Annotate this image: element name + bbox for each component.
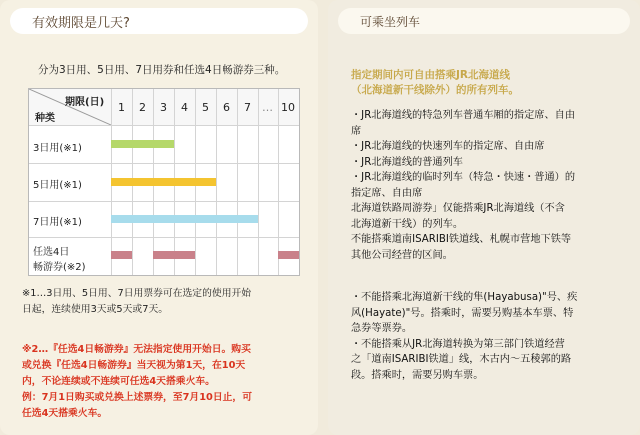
day-header-10: 10 [281,101,295,114]
day-header-3: 3 [160,101,167,114]
note-1-line: ※1…3日用、5日用、7日用票券可在选定的使用开始 [22,288,252,299]
bar-3day [111,140,174,148]
bar-flex4-day10 [278,251,299,259]
note-2-line: 例：7月1日购买或兑换上述票券，至7月10日止，可 [22,392,253,403]
day-header-ellipsis: … [262,101,273,114]
trains-body [351,108,575,263]
bar-5day [111,178,216,186]
validity-panel [0,0,318,435]
day-header-5: 5 [202,101,209,114]
trains-header-title: 可乘坐列车 [360,14,421,29]
note-2 [22,342,310,422]
bar-7day [111,215,258,223]
day-header-7: 7 [244,101,251,114]
bar-flex4-day3-4 [153,251,195,259]
body-line: 席 [351,125,362,137]
restriction-line: 段。搭乘时，需要另购车票。 [351,369,484,381]
day-header-4: 4 [181,101,188,114]
note-2-line: ※2…『任选4日畅游券』无法指定使用开始日。购买 [22,344,251,355]
table-corner-top: 期限(日) [65,97,105,108]
row-label-3day: 3日用(※1) [33,143,82,154]
body-line: ・JR北海道线的普通列车 [351,156,463,168]
row-label-flex4-line1: 任选4日 [33,247,70,258]
day-header-1: 1 [118,101,125,114]
restriction-line: 风(Hayate)"号。搭乘时，需要另购基本车票、特 [351,307,574,319]
body-line: ・JR北海道线的临时列车（特急・快速・普通）的 [351,172,576,183]
note-1 [22,286,302,318]
body-line: 指定席、自由席 [351,187,423,199]
body-line: 北海道铁路周游券」仅能搭乘JR北海道线（不含 [351,203,565,214]
table-corner-bottom: 种类 [35,113,55,124]
row-label-7day: 7日用(※1) [33,217,82,228]
highlight-line: （北海道新干线除外）的所有列车。 [351,84,519,96]
note-1-line: 日起，连续使用3天或5天或7天。 [22,304,169,315]
note-2-line: 内，不论连续或不连续可任选4天搭乘火车。 [22,376,215,387]
trains-restrictions [351,290,577,383]
validity-header-title: 有效期限是几天? [32,15,130,31]
trains-panel [328,0,640,435]
validity-header [10,8,308,34]
trains-highlight [351,68,519,98]
trains-header [338,8,630,34]
body-line: 北海道新干线）的列车。 [351,218,464,230]
note-2-line: 任选4天搭乘火车。 [22,408,108,419]
validity-table [28,88,300,276]
restriction-line: 之「道南ISARIBI铁道」线，木古内〜五稜郭的路 [351,354,572,365]
day-header-2: 2 [139,101,146,114]
restriction-line: 急券等票券。 [351,323,413,334]
row-label-flex4-line2: 畅游券(※2) [33,262,86,273]
highlight-line: 指定期间内可自由搭乘JR北海道线 [351,69,510,81]
restriction-line: ・不能搭乘从JR北海道转换为第三部门铁道经营 [351,338,565,350]
validity-intro: 分为3日用、5日用、7日用券和任选4日畅游券三种。 [38,64,286,76]
body-line: ・JR北海道线的快速列车的指定席、自由席 [351,141,545,152]
restriction-line: ・不能搭乘北海道新干线的隼(Hayabusa)"号、疾 [351,292,578,303]
bar-flex4-day1 [111,251,132,259]
body-line: 其他公司经营的区间。 [351,249,453,261]
body-line: ・JR北海道线的特急列车普通车厢的指定席、自由 [351,110,576,121]
day-header-6: 6 [223,101,230,114]
row-label-5day: 5日用(※1) [33,180,82,191]
note-2-line: 或兑换『任选4日畅游券』当天视为第1天，在10天 [22,360,246,371]
body-line: 不能搭乘道南ISARIBI铁道线、札幌市营地下铁等 [351,234,572,245]
